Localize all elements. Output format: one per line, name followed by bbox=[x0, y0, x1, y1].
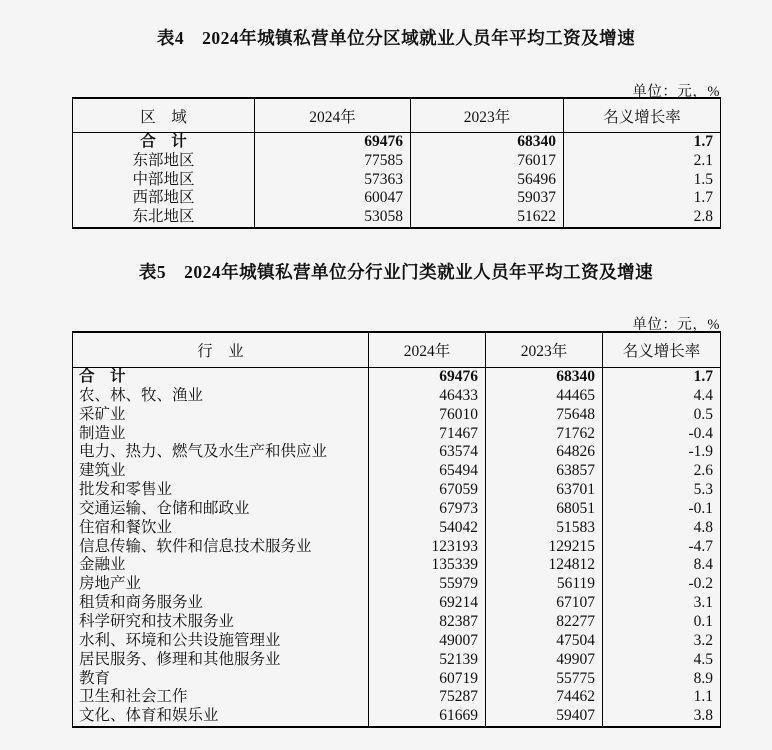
row-value: 82387 bbox=[369, 613, 486, 632]
row-value: 68340 bbox=[486, 368, 603, 387]
row-value: 61669 bbox=[369, 707, 486, 727]
table4-title: 表4 2024年城镇私营单位分区域就业人员年平均工资及增速 bbox=[156, 28, 636, 48]
row-value: 3.2 bbox=[603, 632, 721, 651]
row-value: 69476 bbox=[369, 368, 486, 387]
row-value: -4.7 bbox=[603, 538, 721, 557]
row-label: 教育 bbox=[73, 670, 369, 689]
row-value: 3.1 bbox=[603, 594, 721, 613]
table-row bbox=[73, 651, 721, 670]
row-value: 1.1 bbox=[603, 688, 721, 707]
row-label: 住宿和餐饮业 bbox=[73, 519, 369, 538]
row-value: 56496 bbox=[411, 171, 564, 190]
row-value: 77585 bbox=[255, 152, 411, 171]
table-row bbox=[73, 171, 721, 190]
row-label: 科学研究和技术服务业 bbox=[73, 613, 369, 632]
row-value: 3.8 bbox=[603, 707, 721, 727]
row-value: 71467 bbox=[369, 425, 486, 444]
row-value: -1.9 bbox=[603, 443, 721, 462]
row-label: 信息传输、软件和信息技术服务业 bbox=[73, 538, 369, 557]
row-value: 59407 bbox=[486, 707, 603, 727]
row-label: 制造业 bbox=[73, 425, 369, 444]
row-value: 2.1 bbox=[564, 152, 721, 171]
row-label: 卫生和社会工作 bbox=[73, 688, 369, 707]
row-label: 合 计 bbox=[73, 133, 255, 152]
table-row bbox=[73, 519, 721, 538]
row-label: 合 计 bbox=[73, 368, 369, 387]
table-row bbox=[73, 406, 721, 425]
row-value: 0.1 bbox=[603, 613, 721, 632]
row-value: 51583 bbox=[486, 519, 603, 538]
table4-header-row bbox=[73, 98, 721, 133]
row-value: 1.7 bbox=[564, 189, 721, 208]
row-value: 2.8 bbox=[564, 208, 721, 228]
table5-unit-note: 单位：元，% bbox=[632, 317, 720, 333]
row-label: 建筑业 bbox=[73, 462, 369, 481]
table-row bbox=[73, 632, 721, 651]
document-page bbox=[72, 0, 720, 750]
row-value: 49007 bbox=[369, 632, 486, 651]
table-row bbox=[73, 670, 721, 689]
row-value: 67059 bbox=[369, 481, 486, 500]
table-row bbox=[73, 594, 721, 613]
row-value: -0.4 bbox=[603, 425, 721, 444]
row-label: 西部地区 bbox=[73, 189, 255, 208]
row-label: 金融业 bbox=[73, 556, 369, 575]
row-value: 129215 bbox=[486, 538, 603, 557]
table-row bbox=[73, 387, 721, 406]
row-label: 东北地区 bbox=[73, 208, 255, 228]
row-value: 1.7 bbox=[564, 133, 721, 152]
row-label: 批发和零售业 bbox=[73, 481, 369, 500]
row-label: 水利、环境和公共设施管理业 bbox=[73, 632, 369, 651]
table4-body bbox=[73, 133, 721, 228]
table5-header-row bbox=[73, 332, 721, 368]
row-value: -0.1 bbox=[603, 500, 721, 519]
row-value: 54042 bbox=[369, 519, 486, 538]
row-label: 居民服务、修理和其他服务业 bbox=[73, 651, 369, 670]
row-value: 69214 bbox=[369, 594, 486, 613]
row-label: 交通运输、仓储和邮政业 bbox=[73, 500, 369, 519]
table5-col-2024: 2024年 bbox=[369, 332, 486, 368]
table-row bbox=[73, 208, 721, 228]
row-value: 0.5 bbox=[603, 406, 721, 425]
row-value: 82277 bbox=[486, 613, 603, 632]
table4-col-2024: 2024年 bbox=[255, 98, 411, 133]
table-row bbox=[73, 575, 721, 594]
row-label: 租赁和商务服务业 bbox=[73, 594, 369, 613]
row-value: 5.3 bbox=[603, 481, 721, 500]
table4-col-growth: 名义增长率 bbox=[564, 98, 721, 133]
row-value: 123193 bbox=[369, 538, 486, 557]
table-row bbox=[73, 425, 721, 444]
row-value: 68051 bbox=[486, 500, 603, 519]
row-value: 8.4 bbox=[603, 556, 721, 575]
row-value: 4.8 bbox=[603, 519, 721, 538]
row-value: 55775 bbox=[486, 670, 603, 689]
row-value: 63857 bbox=[486, 462, 603, 481]
table4-region-wage-table bbox=[72, 97, 721, 229]
table-row bbox=[73, 613, 721, 632]
table5-title: 表5 2024年城镇私营单位分行业门类就业人员年平均工资及增速 bbox=[138, 262, 654, 282]
table5-col-growth: 名义增长率 bbox=[603, 332, 721, 368]
row-value: 1.7 bbox=[603, 368, 721, 387]
row-value: 44465 bbox=[486, 387, 603, 406]
row-value: 55979 bbox=[369, 575, 486, 594]
table-row bbox=[73, 707, 721, 727]
row-value: 71762 bbox=[486, 425, 603, 444]
row-label: 采矿业 bbox=[73, 406, 369, 425]
row-value: 124812 bbox=[486, 556, 603, 575]
table-row bbox=[73, 538, 721, 557]
row-value: 60047 bbox=[255, 189, 411, 208]
row-value: 135339 bbox=[369, 556, 486, 575]
table4-unit-note: 单位：元，% bbox=[632, 84, 720, 100]
row-value: 63701 bbox=[486, 481, 603, 500]
row-value: 52139 bbox=[369, 651, 486, 670]
row-label: 农、林、牧、渔业 bbox=[73, 387, 369, 406]
row-value: 75648 bbox=[486, 406, 603, 425]
row-value: 68340 bbox=[411, 133, 564, 152]
row-value: 67107 bbox=[486, 594, 603, 613]
table-row bbox=[73, 688, 721, 707]
table4-col-2023: 2023年 bbox=[411, 98, 564, 133]
row-label: 房地产业 bbox=[73, 575, 369, 594]
row-value: 76010 bbox=[369, 406, 486, 425]
table-row bbox=[73, 189, 721, 208]
table-row bbox=[73, 368, 721, 387]
table-row bbox=[73, 443, 721, 462]
table4-col-region: 区 域 bbox=[73, 98, 255, 133]
table5-col-industry: 行 业 bbox=[73, 332, 369, 368]
row-value: 67973 bbox=[369, 500, 486, 519]
row-value: 74462 bbox=[486, 688, 603, 707]
row-value: 46433 bbox=[369, 387, 486, 406]
row-value: 49907 bbox=[486, 651, 603, 670]
row-value: -0.2 bbox=[603, 575, 721, 594]
row-value: 56119 bbox=[486, 575, 603, 594]
row-value: 60719 bbox=[369, 670, 486, 689]
row-value: 76017 bbox=[411, 152, 564, 171]
table-row bbox=[73, 556, 721, 575]
table-row bbox=[73, 152, 721, 171]
row-label: 电力、热力、燃气及水生产和供应业 bbox=[73, 443, 369, 462]
row-label: 中部地区 bbox=[73, 171, 255, 190]
table5-body bbox=[73, 368, 721, 728]
row-value: 51622 bbox=[411, 208, 564, 228]
row-value: 65494 bbox=[369, 462, 486, 481]
row-label: 文化、体育和娱乐业 bbox=[73, 707, 369, 727]
row-value: 57363 bbox=[255, 171, 411, 190]
table-row bbox=[73, 500, 721, 519]
row-value: 47504 bbox=[486, 632, 603, 651]
row-value: 64826 bbox=[486, 443, 603, 462]
table5-col-2023: 2023年 bbox=[486, 332, 603, 368]
row-value: 1.5 bbox=[564, 171, 721, 190]
table-row bbox=[73, 133, 721, 152]
row-value: 59037 bbox=[411, 189, 564, 208]
row-label: 东部地区 bbox=[73, 152, 255, 171]
row-value: 63574 bbox=[369, 443, 486, 462]
row-value: 4.5 bbox=[603, 651, 721, 670]
table-row bbox=[73, 481, 721, 500]
table-row bbox=[73, 462, 721, 481]
row-value: 8.9 bbox=[603, 670, 721, 689]
row-value: 4.4 bbox=[603, 387, 721, 406]
row-value: 53058 bbox=[255, 208, 411, 228]
table5-industry-wage-table bbox=[72, 331, 721, 728]
row-value: 75287 bbox=[369, 688, 486, 707]
row-value: 69476 bbox=[255, 133, 411, 152]
row-value: 2.6 bbox=[603, 462, 721, 481]
